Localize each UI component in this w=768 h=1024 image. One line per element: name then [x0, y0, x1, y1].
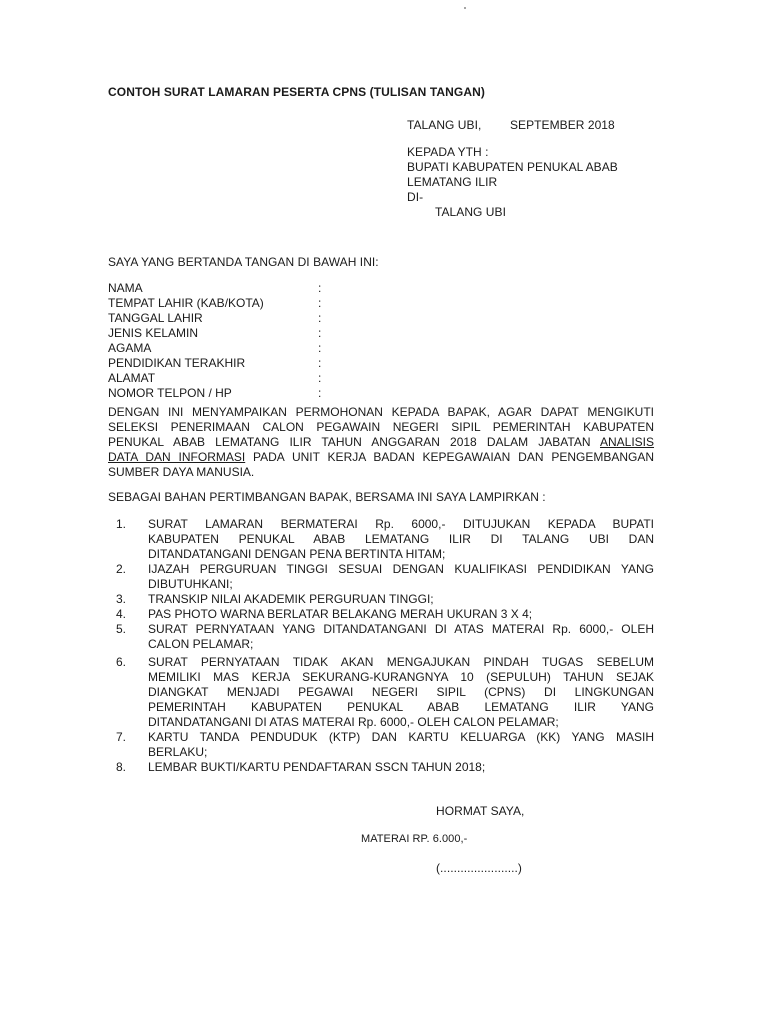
item-number: 7. — [116, 730, 127, 744]
field-row — [108, 311, 330, 326]
item-line: PAS PHOTO WARNA BERLATAR BELAKANG MERAH UKURAN 3 X 4; — [148, 607, 533, 621]
identity-fields — [108, 281, 330, 401]
list-item — [108, 517, 654, 562]
attachment-list — [108, 517, 654, 775]
paragraph-line: DENGAN INI MENYAMPAIKAN PERMOHONAN KEPADA BAPAK, AGAR DAPAT MENGIKUTI — [108, 405, 654, 419]
list-item — [108, 592, 654, 607]
list-item — [108, 562, 654, 592]
item-line: SURAT LAMARAN BERMATERAI Rp. 6000,- DITUJUKAN KEPADA BUPATI — [148, 517, 654, 531]
field-label: AGAMA — [108, 341, 152, 355]
item-line: DITANDATANGANI DI ATAS MATERAI Rp. 6000,- OLEH CALON PELAMAR; — [148, 715, 559, 729]
item-number: 2. — [116, 562, 127, 576]
recipient-line: DI- — [407, 190, 424, 204]
list-item — [108, 622, 654, 652]
item-number: 5. — [116, 622, 127, 636]
paragraph-text: PENUKAL ABAB LEMATANG ILIR TAHUN ANGGARAN 2018 DALAM JABATAN — [108, 435, 591, 449]
list-item — [108, 655, 654, 730]
item-line: TRANSKIP NILAI AKADEMIK PERGURUAN TINGGI; — [148, 592, 434, 606]
field-colon: : — [318, 311, 322, 325]
list-item — [108, 730, 654, 760]
position-name: DATA DAN INFORMASI — [108, 450, 246, 464]
item-line: KARTU TANDA PENDUDUK (KTP) DAN KARTU KELUARGA (KK) YANG MASIH — [148, 730, 654, 744]
signature-placeholder: (.......................) — [436, 861, 522, 875]
field-colon: : — [318, 371, 322, 385]
list-item — [108, 760, 654, 775]
field-colon: : — [318, 386, 322, 400]
field-colon: : — [318, 356, 322, 370]
scan-speck — [464, 7, 466, 9]
item-line: LEMBAR BUKTI/KARTU PENDAFTARAN SSCN TAHUN 2018; — [148, 760, 486, 774]
paragraph-text: PADA UNIT KERJA BADAN KEPEGAWAIAN DAN PENGEMBANGAN — [245, 450, 655, 464]
item-line: MEMILIKI MAS KERJA SEKURANG-KURANGNYA 10 (SEPULUH) TAHUN SEJAK — [148, 670, 654, 684]
attachment-intro: SEBAGAI BAHAN PERTIMBANGAN BAPAK, BERSAMA INI SAYA LAMPIRKAN : — [108, 490, 546, 504]
item-number: 6. — [116, 655, 127, 669]
paragraph-line: SUMBER DAYA MANUSIA. — [108, 465, 255, 479]
recipient-line: KEPADA YTH : — [407, 145, 489, 159]
item-number: 3. — [116, 592, 127, 606]
field-label: PENDIDIKAN TERAKHIR — [108, 356, 246, 370]
field-row — [108, 281, 330, 296]
field-colon: : — [318, 326, 322, 340]
field-row — [108, 356, 330, 371]
list-item — [108, 607, 654, 622]
field-label: JENIS KELAMIN — [108, 326, 199, 340]
field-label: NOMOR TELPON / HP — [108, 386, 232, 400]
item-line: SURAT PERNYATAAN TIDAK AKAN MENGAJUKAN PINDAH TUGAS SEBELUM — [148, 655, 654, 669]
field-colon: : — [318, 341, 322, 355]
field-label: ALAMAT — [108, 371, 156, 385]
field-row — [108, 326, 330, 341]
field-row — [108, 341, 330, 356]
item-line: PEMERINTAH KABUPATEN PENUKAL ABAB LEMATANG ILIR YANG — [148, 700, 654, 714]
field-label: NAMA — [108, 281, 143, 295]
date: SEPTEMBER 2018 — [510, 118, 615, 132]
closing: HORMAT SAYA, — [436, 804, 525, 818]
position-name: ANALISIS — [599, 435, 655, 449]
item-line: DIANGKAT MENJADI PEGAWAI NEGERI SIPIL (CPNS) DI LINGKUNGAN — [148, 685, 654, 699]
field-colon: : — [318, 296, 322, 310]
field-colon: : — [318, 281, 322, 295]
item-number: 1. — [116, 517, 127, 531]
item-line: KABUPATEN PENUKAL ABAB LEMATANG ILIR DI TALANG UBI DAN — [148, 532, 654, 546]
paragraph-line — [108, 435, 654, 450]
field-label: TANGGAL LAHIR — [108, 311, 203, 325]
recipient-line: TALANG UBI — [435, 205, 506, 219]
item-number: 8. — [116, 760, 127, 774]
paragraph-line — [108, 450, 654, 465]
intro-text: SAYA YANG BERTANDA TANGAN DI BAWAH INI: — [108, 255, 379, 269]
field-row — [108, 386, 330, 401]
field-row — [108, 371, 330, 386]
paragraph-line: SELEKSI PENERIMAAN CALON PEGAWAIN NEGERI SIPIL PEMERINTAH KABUPATEN — [108, 420, 654, 434]
field-row — [108, 296, 330, 311]
recipient-line: LEMATANG ILIR — [407, 175, 498, 189]
place: TALANG UBI, — [407, 118, 482, 132]
field-label: TEMPAT LAHIR (KAB/KOTA) — [108, 296, 264, 310]
recipient-line: BUPATI KABUPATEN PENUKAL ABAB — [407, 160, 618, 174]
item-line: CALON PELAMAR; — [148, 637, 254, 651]
page-title: CONTOH SURAT LAMARAN PESERTA CPNS (TULISAN TANGAN) — [108, 85, 485, 99]
item-line: IJAZAH PERGURUAN TINGGI SESUAI DENGAN KUALIFIKASI PENDIDIKAN YANG — [148, 562, 654, 576]
item-line: SURAT PERNYATAAN YANG DITANDATANGANI DI ATAS MATERAI Rp. 6000,- OLEH — [148, 622, 654, 636]
item-line: BERLAKU; — [148, 745, 208, 759]
item-number: 4. — [116, 607, 127, 621]
item-line: DIBUTUHKANI; — [148, 577, 233, 591]
stamp-label: MATERAI RP. 6.000,- — [361, 833, 468, 845]
request-paragraph — [108, 405, 654, 480]
recipient-block — [407, 145, 618, 220]
item-line: DITANDATANGANI DENGAN PENA BERTINTA HITAM; — [148, 547, 446, 561]
